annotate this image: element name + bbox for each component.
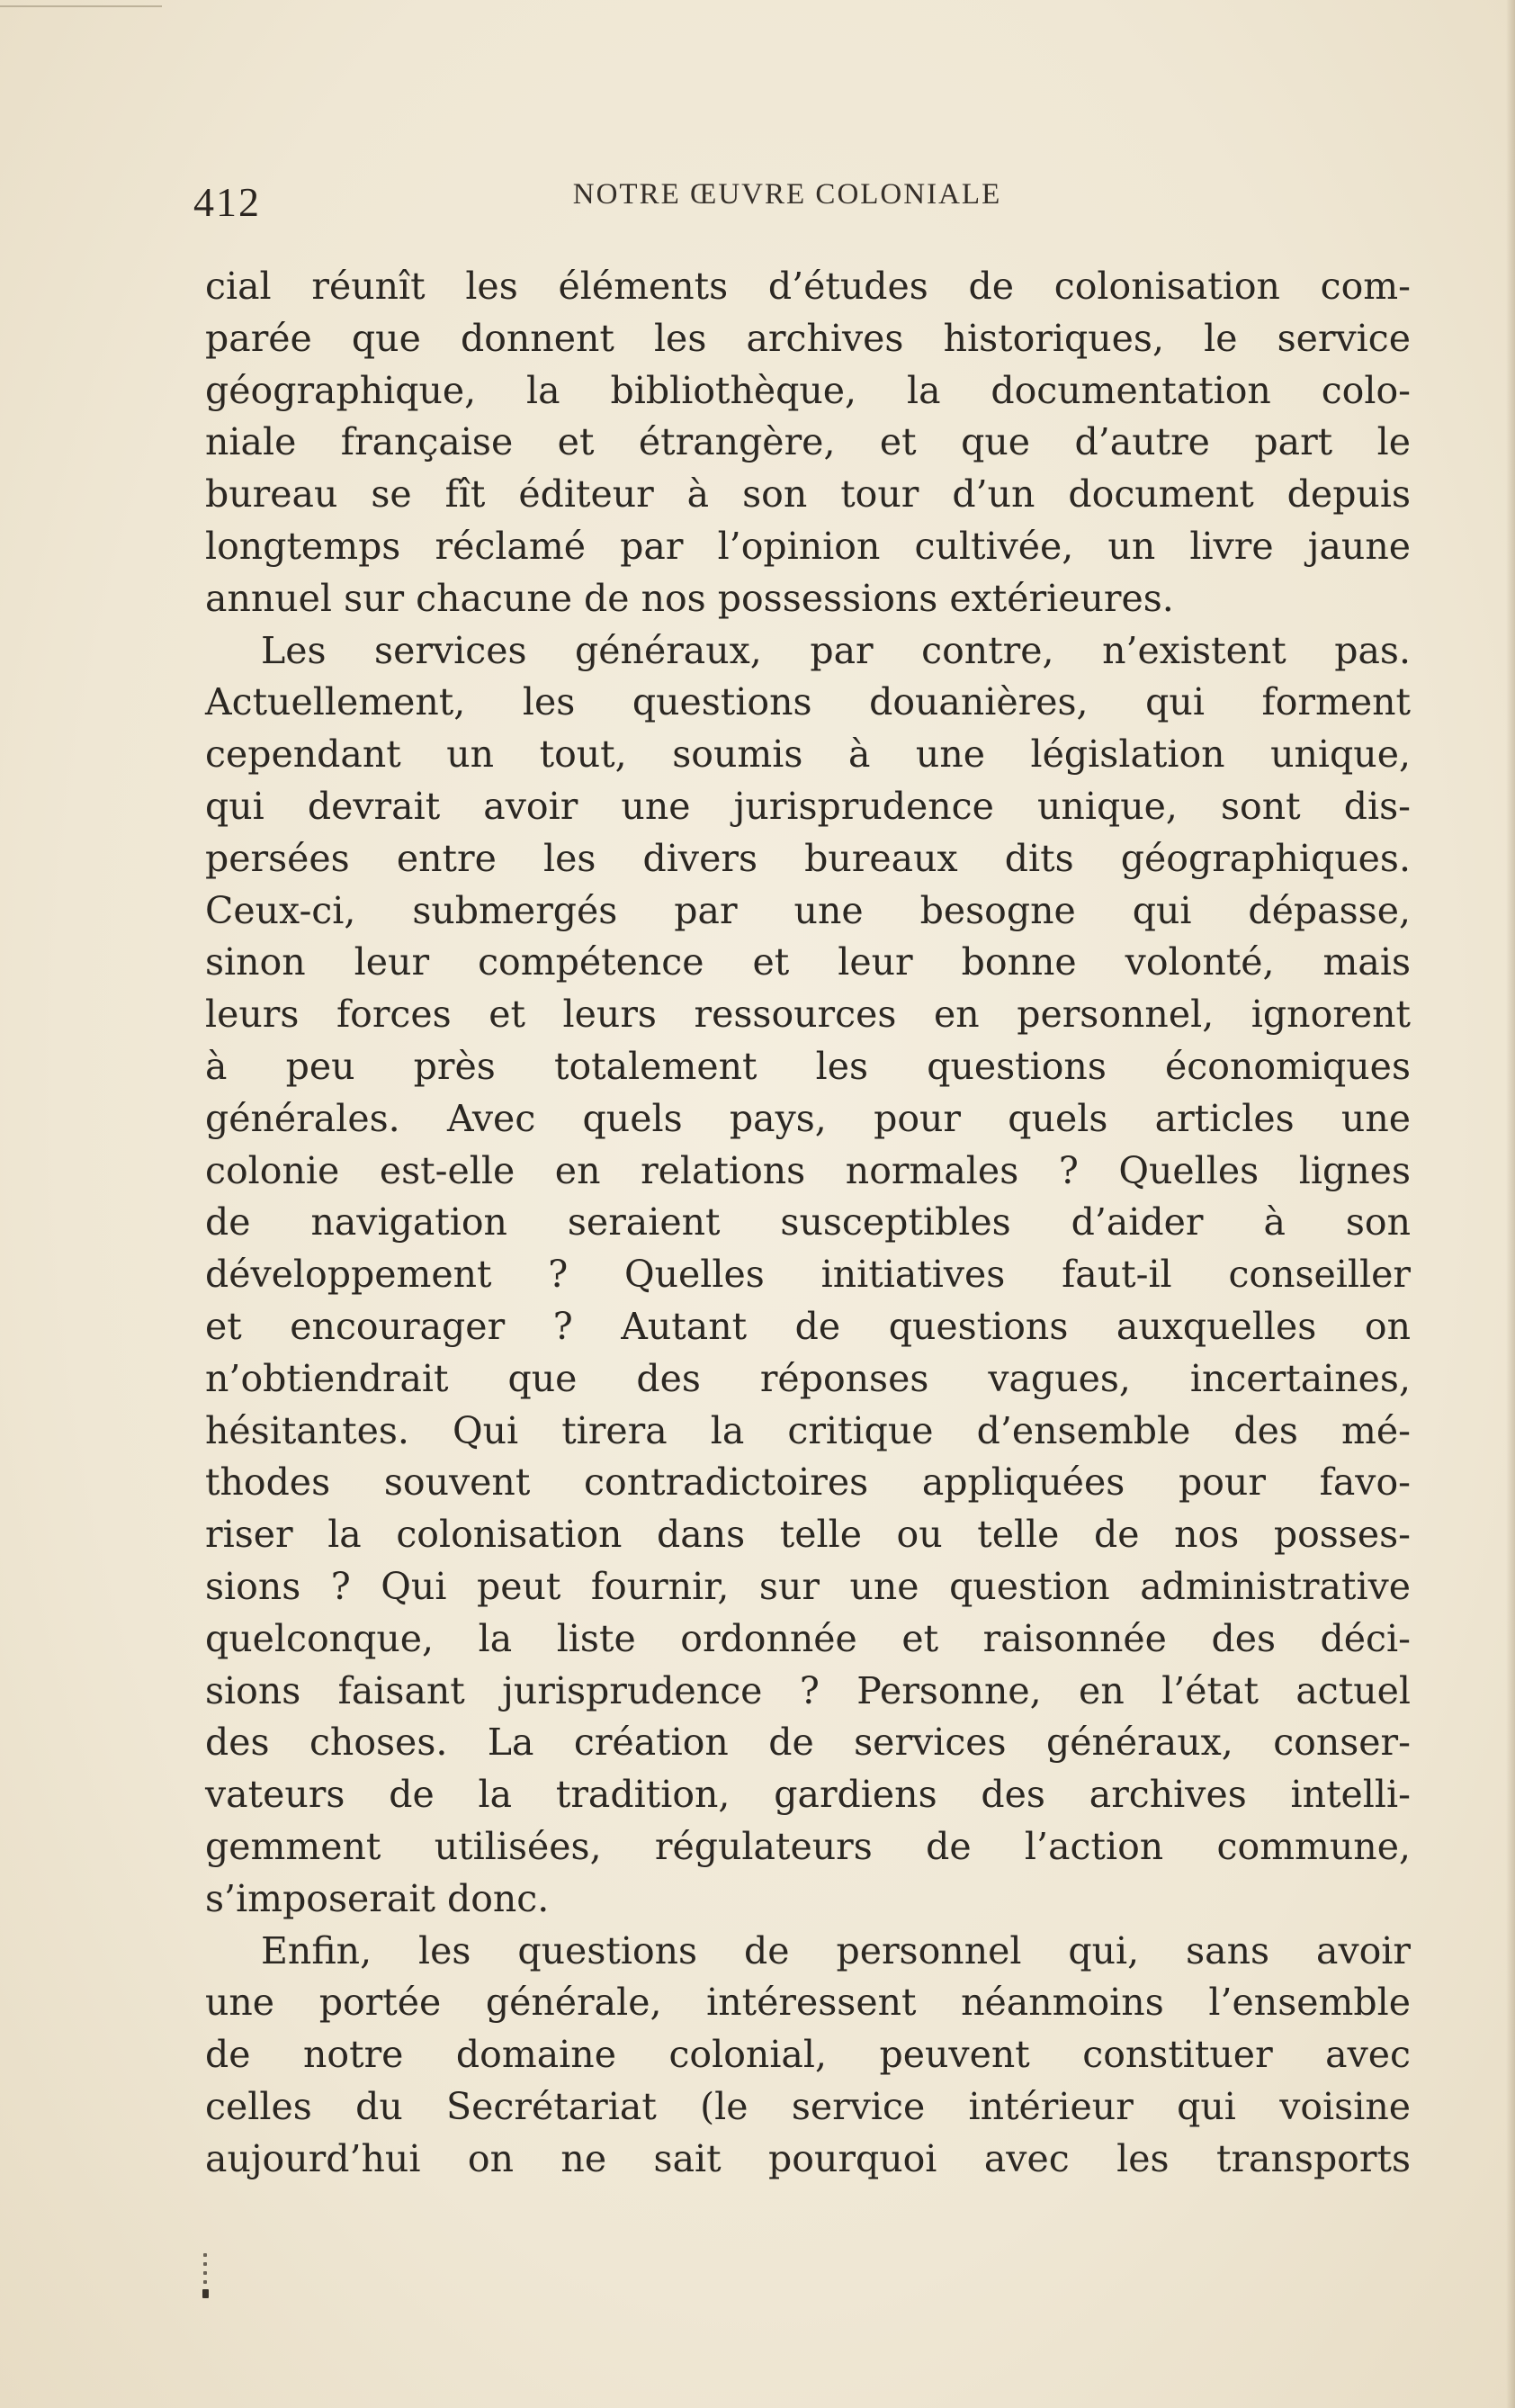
text-line: s’imposerait donc. bbox=[205, 1876, 550, 1920]
text-line: colonie est-elle en relations normales ? Quelles lignes bbox=[205, 1148, 1411, 1192]
text-line: et encourager ? Autant de questions auxquelles on bbox=[205, 1304, 1411, 1348]
text-line: thodes souvent contradictoires appliquées pour favo- bbox=[205, 1460, 1411, 1505]
mark-dot bbox=[203, 2262, 207, 2266]
page-header bbox=[193, 171, 1412, 234]
text-line: leurs forces et leurs ressources en personnel, ignorent bbox=[205, 993, 1411, 1037]
text-line: riser la colonisation dans telle ou telle de nos posses- bbox=[205, 1513, 1411, 1557]
text-line: des choses. La création de services généraux, conser- bbox=[205, 1721, 1411, 1765]
text-line: qui devrait avoir une jurisprudence unique, sont dis- bbox=[205, 784, 1411, 828]
text-line: géographique, la bibliothèque, la documentation colo- bbox=[205, 368, 1411, 412]
text-line: une portée générale, intéressent néanmoins l’ensemble bbox=[205, 1981, 1411, 2025]
page-edge-shadow bbox=[1506, 0, 1515, 2408]
text-line: cependant un tout, soumis à une législation unique, bbox=[205, 732, 1411, 777]
text-line: vateurs de la tradition, gardiens des archives intelli- bbox=[205, 1773, 1411, 1817]
top-rule bbox=[0, 5, 162, 7]
mark-dot bbox=[203, 2271, 207, 2275]
paragraph-start: Enfin, les questions de personnel qui, sans avoir bbox=[261, 1928, 1411, 1972]
text-line: de notre domaine colonial, peuvent constituer avec bbox=[205, 2033, 1411, 2077]
text-line: développement ? Quelles initiatives faut-il conseiller bbox=[205, 1253, 1411, 1297]
text-line: parée que donnent les archives historiques, le service bbox=[205, 316, 1411, 360]
binding-marks bbox=[201, 2248, 210, 2302]
text-line: bureau se fît éditeur à son tour d’un document depuis bbox=[205, 472, 1411, 517]
text-line: persées entre les divers bureaux dits géographiques. bbox=[205, 836, 1411, 880]
paragraph-start: Les services généraux, par contre, n’existent pas. bbox=[261, 628, 1411, 672]
mark-dot bbox=[202, 2289, 209, 2298]
text-line: annuel sur chacune de nos possessions extérieures. bbox=[205, 576, 1174, 620]
text-line: de navigation seraient susceptibles d’aider à son bbox=[205, 1200, 1411, 1244]
mark-dot bbox=[203, 2280, 207, 2284]
text-line: celles du Secrétariat (le service intérieur qui voisine bbox=[205, 2084, 1411, 2128]
text-line: sinon leur compétence et leur bonne volonté, mais bbox=[205, 940, 1411, 984]
text-line: hésitantes. Qui tirera la critique d’ensemble des mé- bbox=[205, 1408, 1411, 1452]
text-line: gemment utilisées, régulateurs de l’action commune, bbox=[205, 1824, 1411, 1868]
mark-dot bbox=[203, 2253, 207, 2257]
text-line: à peu près totalement les questions économiques bbox=[205, 1044, 1411, 1088]
text-line: Ceux-ci, submergés par une besogne qui dépasse, bbox=[205, 888, 1411, 932]
text-line: Actuellement, les questions douanières, qui forment bbox=[205, 680, 1411, 724]
text-line: n’obtiendrait que des réponses vagues, incertaines, bbox=[205, 1356, 1411, 1400]
text-line: cial réunît les éléments d’études de colonisation com- bbox=[205, 265, 1411, 308]
text-line: longtemps réclamé par l’opinion cultivée, un livre jaune bbox=[205, 524, 1411, 568]
body-text bbox=[205, 261, 1411, 2185]
text-line: sions ? Qui peut fournir, sur une question administrative bbox=[205, 1564, 1411, 1608]
text-line: aujourd’hui on ne sait pourquoi avec les transports bbox=[205, 2136, 1411, 2180]
text-line: niale française et étrangère, et que d’autre part le bbox=[205, 420, 1411, 464]
page-number: 412 bbox=[193, 179, 261, 225]
text-line: générales. Avec quels pays, pour quels articles une bbox=[205, 1096, 1411, 1140]
running-title: NOTRE ŒUVRE COLONIALE bbox=[572, 178, 1002, 211]
text-line: quelconque, la liste ordonnée et raisonnée des déci- bbox=[205, 1616, 1411, 1660]
text-line: sions faisant jurisprudence ? Personne, en l’état actuel bbox=[205, 1668, 1411, 1712]
